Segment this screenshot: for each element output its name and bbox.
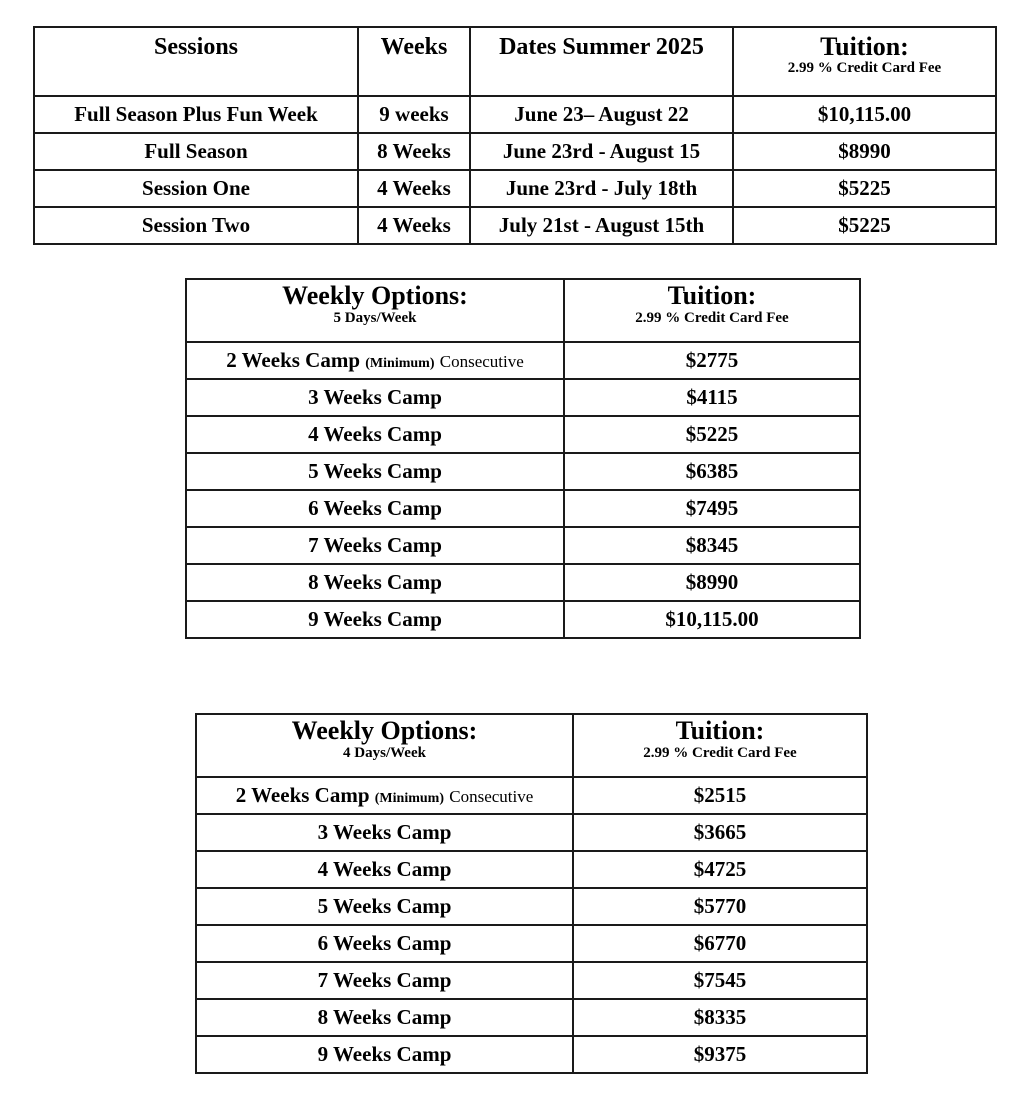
weekly-option-consecutive: Consecutive — [439, 352, 524, 371]
session-dates: June 23– August 22 — [470, 96, 733, 133]
weekly-price: $7545 — [573, 962, 867, 999]
sessions-header: Sessions — [34, 27, 358, 96]
table-row — [34, 170, 996, 207]
weekly-option: 8 Weeks Camp — [186, 564, 564, 601]
weekly-option: 7 Weeks Camp — [186, 527, 564, 564]
weekly-price: $8345 — [564, 527, 860, 564]
session-weeks: 9 weeks — [358, 96, 470, 133]
weekly4-header-row — [196, 714, 867, 777]
dates-header: Dates Summer 2025 — [470, 27, 733, 96]
weekly-option-consecutive: Consecutive — [449, 787, 534, 806]
table-row — [196, 1036, 867, 1073]
table-row — [34, 207, 996, 244]
weekly-options-5-days-table — [185, 278, 861, 639]
table-row — [196, 814, 867, 851]
weekly-option: 6 Weeks Camp — [196, 925, 573, 962]
sessions-header-row — [34, 27, 996, 96]
weekly-price: $4725 — [573, 851, 867, 888]
session-dates: June 23rd - August 15 — [470, 133, 733, 170]
weekly-options-4-days-table — [195, 713, 868, 1074]
table-row — [196, 962, 867, 999]
weekly-option: 5 Weeks Camp — [196, 888, 573, 925]
weekly-option: 7 Weeks Camp — [196, 962, 573, 999]
tuition-header-sub: 2.99 % Credit Card Fee — [787, 60, 942, 76]
weekly-tuition-header — [573, 714, 867, 777]
weekly-price: $2515 — [573, 777, 867, 814]
weekly-price: $8335 — [573, 999, 867, 1036]
weekly-tuition-header-label: Tuition: — [667, 281, 757, 310]
table-row — [186, 564, 860, 601]
weekly-option-main: 2 Weeks Camp — [226, 348, 361, 372]
weekly-price: $7495 — [564, 490, 860, 527]
weekly-option: 9 Weeks Camp — [186, 601, 564, 638]
weekly-option: 6 Weeks Camp — [186, 490, 564, 527]
weekly-option-minimum: (Minimum) — [365, 356, 435, 371]
weekly-tuition-header — [564, 279, 860, 342]
weekly-option: 5 Weeks Camp — [186, 453, 564, 490]
table-row — [34, 96, 996, 133]
weekly5-header-row — [186, 279, 860, 342]
session-tuition: $5225 — [733, 207, 996, 244]
weekly-option: 3 Weeks Camp — [186, 379, 564, 416]
weekly-tuition-header-sub: 2.99 % Credit Card Fee — [635, 310, 789, 326]
table-row — [186, 601, 860, 638]
weekly-price: $10,115.00 — [564, 601, 860, 638]
weeks-header: Weeks — [358, 27, 470, 96]
weekly-options-header-label: Weekly Options: — [291, 716, 478, 745]
session-name: Session Two — [34, 207, 358, 244]
table-row — [186, 416, 860, 453]
table-row — [196, 999, 867, 1036]
weekly-option-minimum: (Minimum) — [374, 791, 444, 806]
session-dates: July 21st - August 15th — [470, 207, 733, 244]
weekly-price: $5225 — [564, 416, 860, 453]
session-tuition: $5225 — [733, 170, 996, 207]
weekly-options-header — [186, 279, 564, 342]
session-weeks: 8 Weeks — [358, 133, 470, 170]
weekly-option: 3 Weeks Camp — [196, 814, 573, 851]
table-row — [186, 342, 860, 379]
weekly-options-header-label: Weekly Options: — [282, 281, 468, 310]
weekly-price: $2775 — [564, 342, 860, 379]
weekly-price: $6770 — [573, 925, 867, 962]
session-dates: June 23rd - July 18th — [470, 170, 733, 207]
table-row — [186, 527, 860, 564]
weekly-price: $5770 — [573, 888, 867, 925]
table-row — [34, 133, 996, 170]
session-tuition: $8990 — [733, 133, 996, 170]
session-weeks: 4 Weeks — [358, 207, 470, 244]
table-row — [186, 490, 860, 527]
table-row — [186, 379, 860, 416]
session-name: Session One — [34, 170, 358, 207]
weekly-tuition-header-sub: 2.99 % Credit Card Fee — [643, 745, 797, 761]
weekly-option-main: 2 Weeks Camp — [235, 783, 370, 807]
sessions-table — [33, 26, 997, 245]
weekly-option: 8 Weeks Camp — [196, 999, 573, 1036]
weekly-option-cell — [196, 777, 573, 814]
session-tuition: $10,115.00 — [733, 96, 996, 133]
weekly-options-header-sub: 4 Days/Week — [343, 745, 426, 761]
weekly-price: $9375 — [573, 1036, 867, 1073]
weekly-option: 4 Weeks Camp — [186, 416, 564, 453]
weekly-tuition-header-label: Tuition: — [675, 716, 765, 745]
table-row — [196, 851, 867, 888]
tuition-header-label: Tuition: — [820, 32, 909, 61]
session-name: Full Season — [34, 133, 358, 170]
weekly-price: $3665 — [573, 814, 867, 851]
weekly-option-cell — [186, 342, 564, 379]
table-row — [196, 925, 867, 962]
table-row — [196, 777, 867, 814]
table-row — [196, 888, 867, 925]
weekly-options-header — [196, 714, 573, 777]
weekly-options-header-sub: 5 Days/Week — [333, 310, 417, 326]
table-row — [186, 453, 860, 490]
weekly-option: 9 Weeks Camp — [196, 1036, 573, 1073]
weekly-price: $4115 — [564, 379, 860, 416]
session-weeks: 4 Weeks — [358, 170, 470, 207]
weekly-price: $6385 — [564, 453, 860, 490]
weekly-price: $8990 — [564, 564, 860, 601]
session-name: Full Season Plus Fun Week — [34, 96, 358, 133]
weekly-option: 4 Weeks Camp — [196, 851, 573, 888]
tuition-header — [733, 27, 996, 96]
